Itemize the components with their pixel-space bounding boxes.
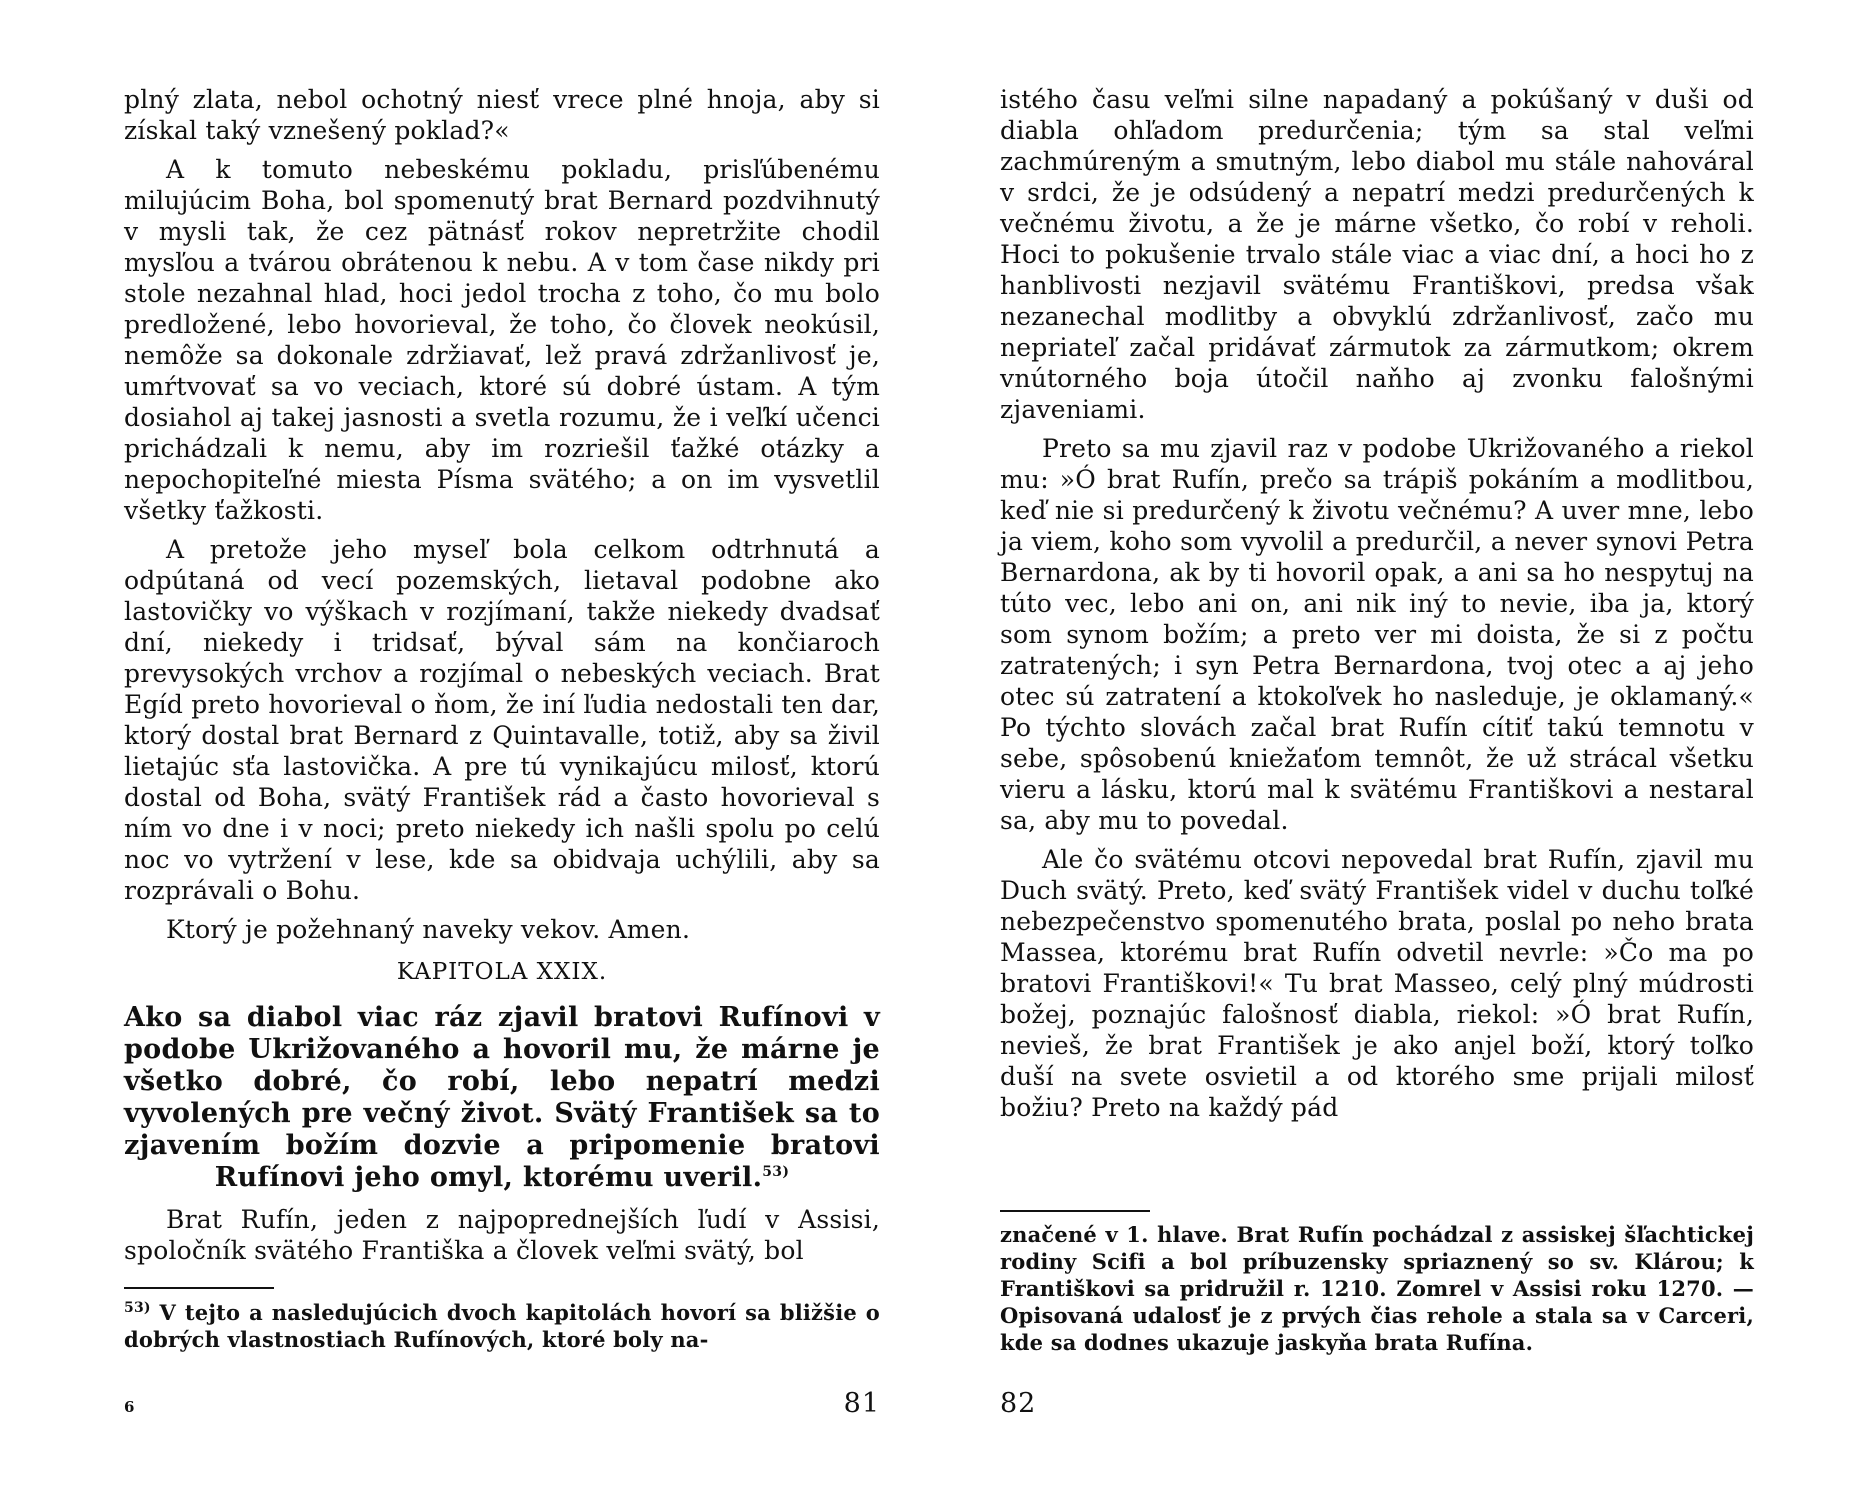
chapter-title-footnote-ref: 53) [762, 1164, 790, 1180]
left-footnote-text: V tejto a nasledujúcich dvoch kapitolách hovorí sa bližšie o dobrých vlastnostiach Rufínových, ktoré boly na- [124, 1300, 880, 1352]
right-paragraph-2: Preto sa mu zjavil raz v podobe Ukrižovaného a riekol mu: »Ó brat Rufín, prečo sa trápiš pokáním a modlitbou, keď nie si predurčený k životu večnému? A uver mne, lebo ja viem, koho som vyvolil a predurčil, a never synovi Petra Bernardona, ak by ti hovoril opak, a ani sa ho nespytuj na túto vec, lebo ani on, ani nik iný to nevie, iba ja, ktorý som synom božím; a preto ver mi doista, že si z počtu zatratených; i syn Petra Bernardona, tvoj otec a aj jeho otec sú zatratení a ktokoľvek ho nasleduje, je oklamaný.« Po týchto slovách začal brat Rufín cítiť takú temnotu v sebe, spôsobenú kniežaťom temnôt, že už strácal všetku vieru a lásku, ktorú mal k svätému Františkovi a nestaral sa, aby mu to povedal. [1000, 434, 1754, 835]
left-paragraph-1: plný zlata, nebol ochotný niesť vrece plné hnoja, aby si získal taký vznešený poklad?« [124, 85, 880, 145]
right-paragraph-1: istého času veľmi silne napadaný a pokúšaný v duši od diabla ohľadom predurčenia; tým sa stal veľmi zachmúreným a smutným, lebo diabol mu stále nahováral v srdci, že je odsúdený a nepatrí medzi predurčených k večnému životu, a že je márne všetko, čo robí v reholi. Hoci to pokušenie trvalo stále viac a viac dní, a hoci ho z hanblivosti nezjavil svätému Františkovi, predsa však nezanechal modlitby a obvyklú zdržanlivosť, začo mu nepriateľ začal pridávať zármutok za zármutkom; okrem vnútorného boja útočil naňho aj zvonku falošnými zjaveniami. [1000, 85, 1754, 424]
left-paragraph-4: Ktorý je požehnaný naveky vekov. Amen. [166, 915, 691, 944]
chapter-title-text: Ako sa diabol viac ráz zjavil bratovi Rufínovi v podobe Ukrižovaného a hovoril mu, že márne je všetko dobré, čo robí, lebo nepatrí medzi vyvolených pre večný život. Svätý František sa to zjavením božím dozvie a pripomenie bratovi Rufínovi jeho omyl, ktorému uveril. [124, 1002, 880, 1193]
right-footnote-rule [1000, 1210, 1150, 1212]
left-paragraph-3: A pretože jeho myseľ bola celkom odtrhnutá a odpútaná od vecí pozemských, lietaval podobne ako lastovičky vo výškach v rozjímaní, takže niekedy dvadsať dní, niekedy i tridsať, býval sám na končiaroch prevysokých vrchov a rozjímal o nebeských veciach. Brat Egíd preto hovorieval o ňom, že iní ľudia nedostali ten dar, ktorý dostal brat Bernard z Quintavalle, totiž, aby sa živil lietajúc sťa lastovička. A pre tú vynikajúcu milosť, ktorú dostal od Boha, svätý František rád a často hovorieval s ním vo dne i v noci; preto niekedy ich našli spolu po celú noc vo vytržení v lese, kde sa obidvaja uchýlili, aby sa rozprávali o Bohu. [124, 535, 880, 905]
right-page [1000, 0, 1754, 1500]
left-footnote-ref: 53) [124, 1300, 151, 1316]
right-page-body [1000, 84, 1754, 1131]
signature-mark: 6 [124, 1398, 135, 1416]
chapter-label: KAPITOLA XXIX. [396, 959, 608, 985]
left-footnote-rule [124, 1287, 274, 1289]
chapter-title [124, 1002, 880, 1194]
right-footnote: značené v 1. hlave. Brat Rufín pochádzal z assiskej šľachtickej rodiny Scifi a bol príbuzensky spriaznený so sv. Klárou; k Františkovi sa pridružil r. 1210. Zomrel v Assisi roku 1270. — Opisovaná udalosť je z prvých čias rehole a stala sa v Carceri, kde sa dodnes ukazuje jaskyňa brata Rufína. [1000, 1222, 1754, 1355]
left-page-number: 81 [843, 1388, 880, 1419]
left-paragraph-2: A k tomuto nebeskému pokladu, prisľúbenému milujúcim Boha, bol spomenutý brat Bernard pozdvihnutý v mysli tak, že cez pätnásť rokov nepretržite chodil mysľou a tvárou obrátenou k nebu. A v tom čase nikdy pri stole nezahnal hlad, hoci jedol trocha z toho, čo mu bolo predložené, lebo hovorieval, že toho, čo človek neokúsil, nemôže sa dokonale zdržiavať, lež pravá zdržanlivosť je, umŕtvovať sa vo veciach, ktoré sú dobré ústam. A tým dosiahol aj takej jasnosti a svetla rozumu, že i veľkí učenci prichádzali k nemu, aby im rozriešil ťažké otázky a nepochopiteľné miesta Písma svätého; a on im vysvetlil všetky ťažkosti. [124, 155, 880, 525]
left-page [124, 0, 880, 1500]
left-paragraph-5: Brat Rufín, jeden z najpoprednejších ľudí v Assisi, spoločník svätého Františka a človek veľmi svätý, bol [124, 1205, 880, 1265]
left-footnote [124, 1299, 880, 1353]
right-paragraph-3: Ale čo svätému otcovi nepovedal brat Rufín, zjavil mu Duch svätý. Preto, keď svätý František videl v duchu toľké nebezpečenstvo spomenutého brata, poslal po neho brata Massea, ktorému brat Rufín odvetil nevrle: »Čo ma po bratovi Františkovi!« Tu brat Masseo, celý plný múdrosti božej, poznajúc falošnosť diabla, riekol: »Ó brat Rufín, nevieš, že brat František je ako anjel boží, ktorý toľko duší na svete osvietil a od ktorého sme prijali milosť božiu? Preto na každý pád [1000, 845, 1754, 1122]
left-page-body [124, 84, 880, 1274]
right-page-number: 82 [1000, 1388, 1037, 1419]
